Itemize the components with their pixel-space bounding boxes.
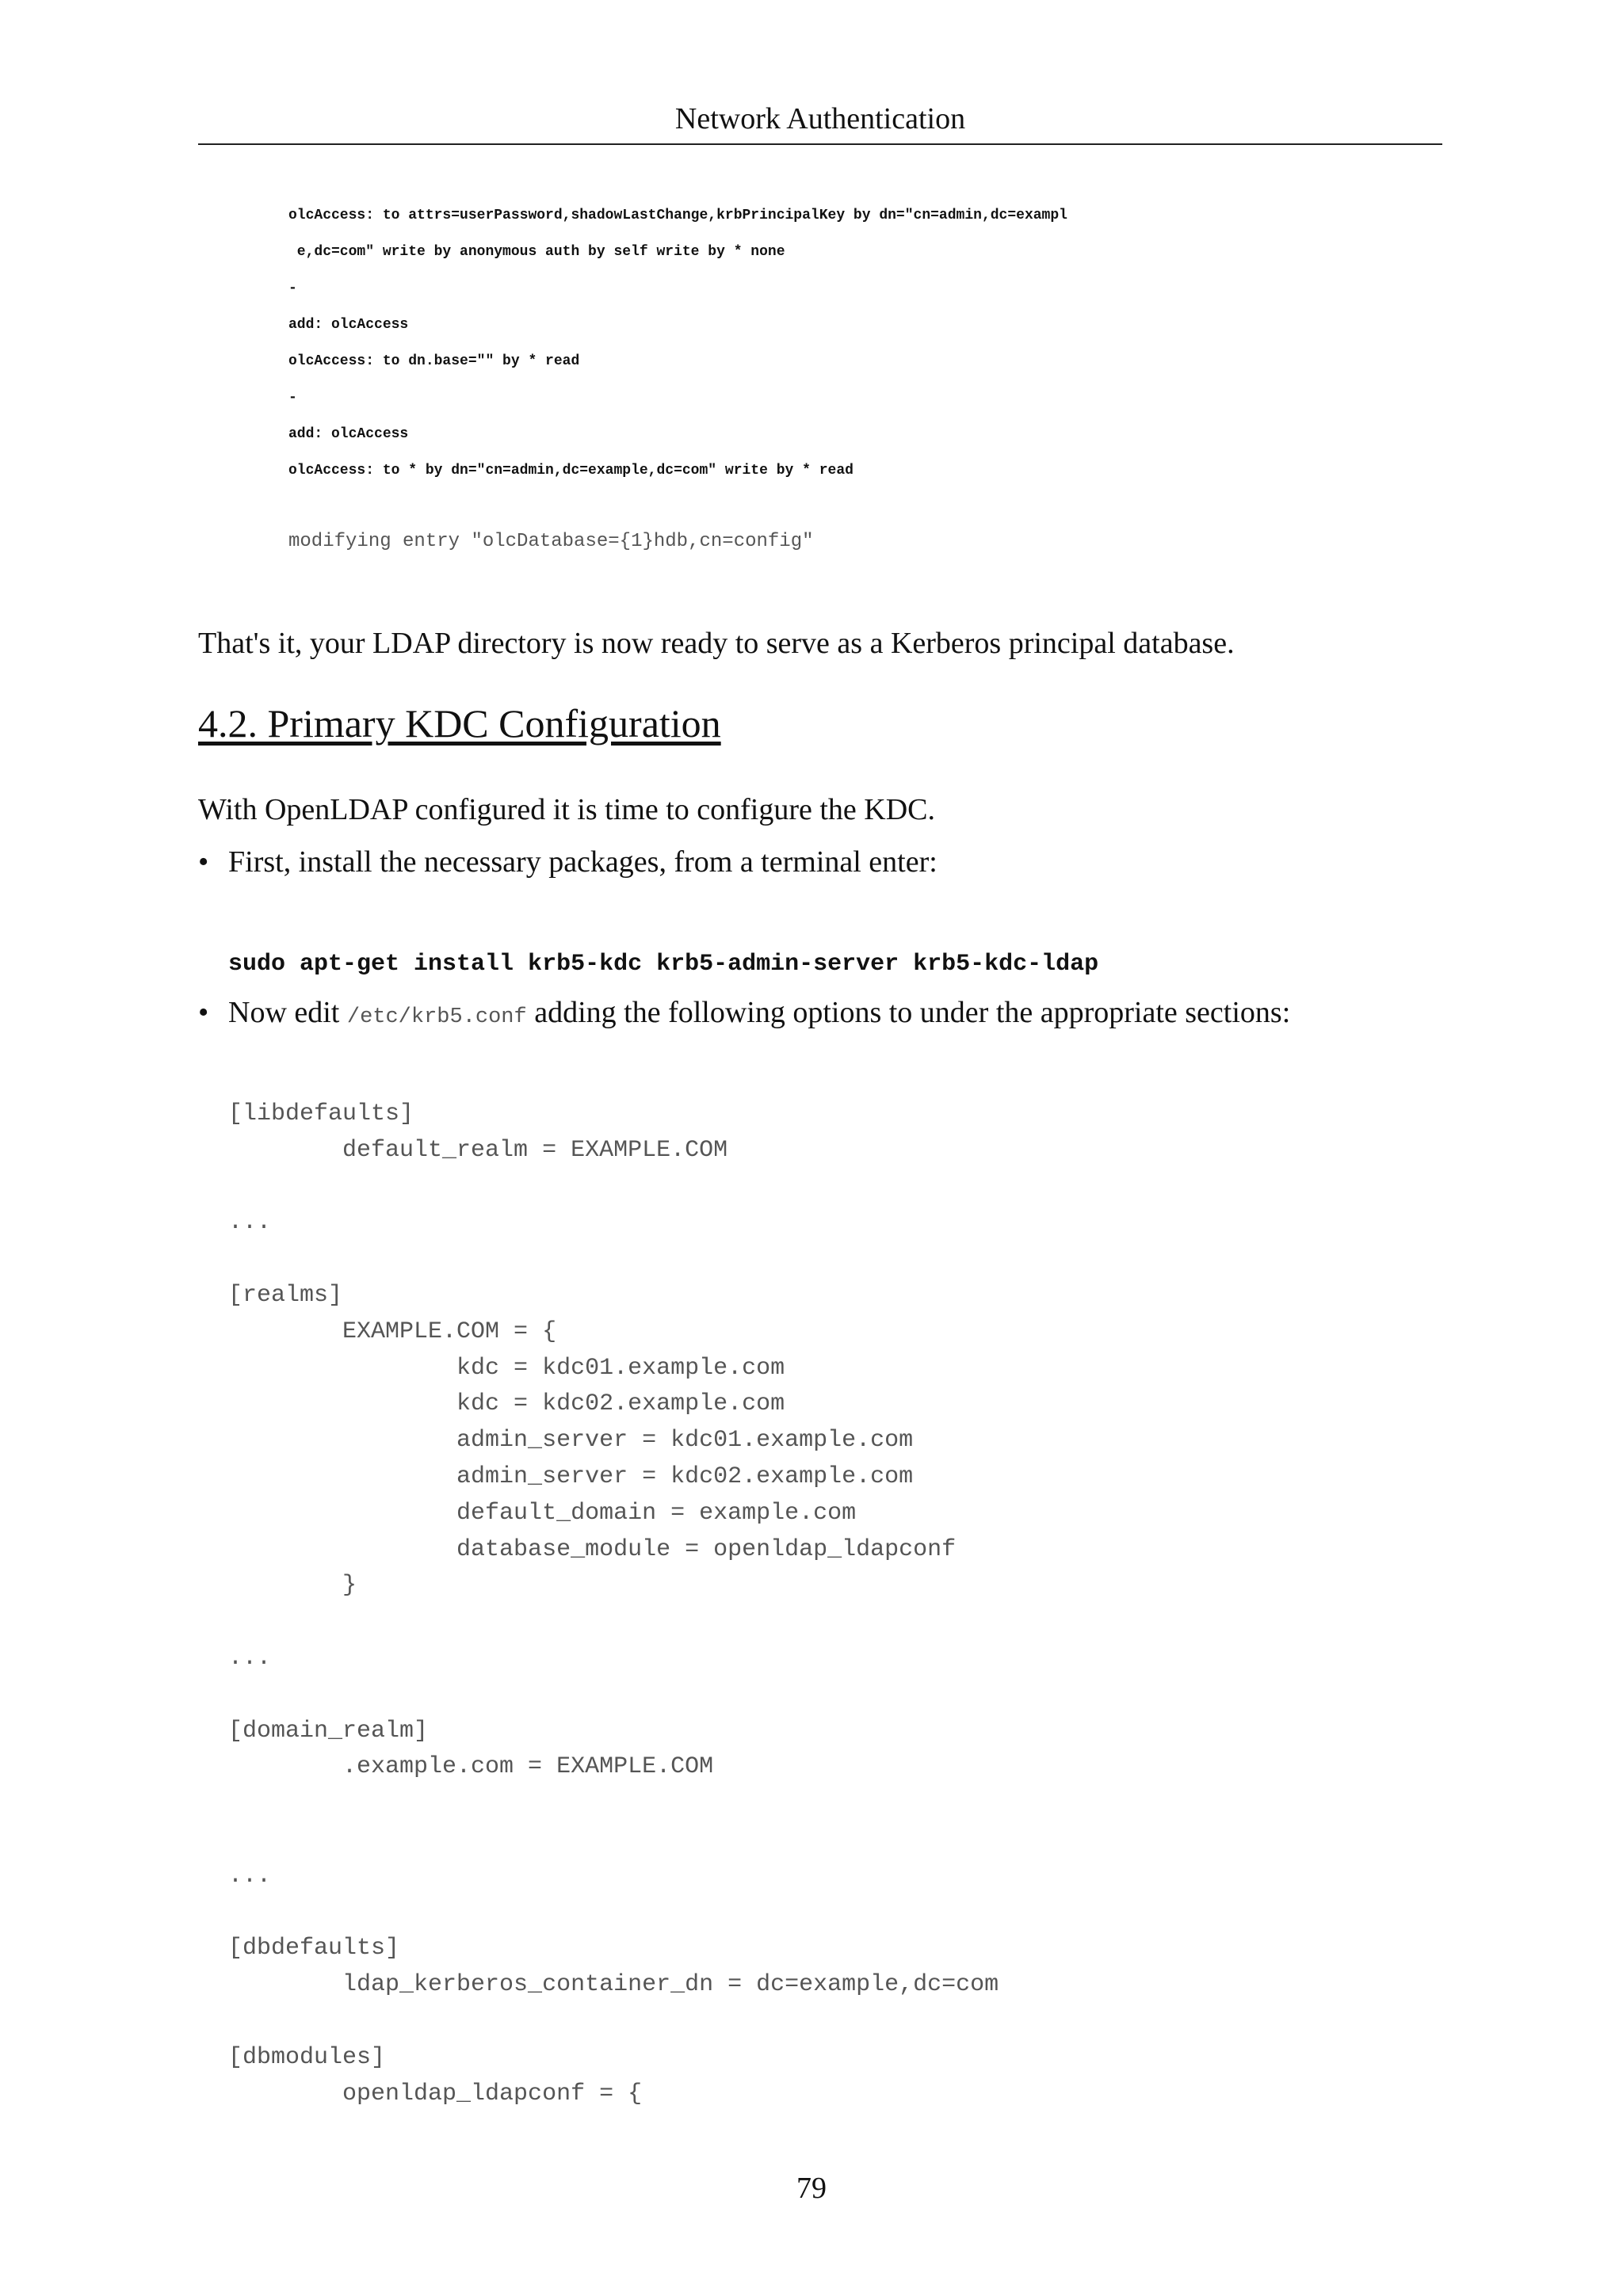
config-line bbox=[228, 1895, 999, 1932]
config-line bbox=[228, 1241, 999, 1278]
bullet-item-edit-config bbox=[198, 995, 1290, 1030]
config-line: openldap_ldapconf = { bbox=[228, 2080, 643, 2107]
config-line: [domain_realm] bbox=[228, 1717, 429, 1745]
code-line: - bbox=[288, 280, 297, 296]
paragraph-intro: With OpenLDAP configured it is time to configure the KDC. bbox=[198, 793, 935, 826]
config-line: ... bbox=[228, 1644, 272, 1672]
code-line: - bbox=[288, 390, 297, 406]
config-line: [dbmodules] bbox=[228, 2043, 386, 2071]
config-line: kdc = kdc02.example.com bbox=[228, 1390, 785, 1418]
config-line: } bbox=[228, 1572, 357, 1600]
code-line: e,dc=com" write by anonymous auth by self write by * none bbox=[288, 244, 785, 260]
inline-code-path: /etc/krb5.conf bbox=[346, 1005, 527, 1029]
bullet-text-before: Now edit bbox=[228, 996, 347, 1029]
krb5-config-code-block bbox=[228, 1097, 999, 2112]
config-line: default_realm = EXAMPLE.COM bbox=[228, 1136, 728, 1164]
config-line: [dbdefaults] bbox=[228, 1935, 400, 1962]
config-line: .example.com = EXAMPLE.COM bbox=[228, 1753, 714, 1781]
ldif-code-block bbox=[288, 204, 1067, 496]
config-line: [realms] bbox=[228, 1281, 343, 1309]
config-line bbox=[228, 1677, 999, 1714]
bullet-marker: • bbox=[198, 996, 209, 1029]
config-line: default_domain = example.com bbox=[228, 1499, 857, 1527]
bullet-item-install bbox=[198, 845, 938, 879]
code-line: olcAccess: to dn.base="" by * read bbox=[288, 353, 580, 369]
code-line: add: olcAccess bbox=[288, 317, 409, 333]
bullet-text-after: adding the following options to under the appropriate sections: bbox=[526, 996, 1291, 1029]
config-line: ... bbox=[228, 1862, 272, 1890]
config-line: kdc = kdc01.example.com bbox=[228, 1354, 785, 1382]
config-line bbox=[228, 1604, 999, 1641]
bullet-marker: • bbox=[198, 845, 209, 879]
paragraph-ldap-ready: That's it, your LDAP directory is now ready to serve as a Kerberos principal database. bbox=[198, 627, 1235, 660]
code-line: olcAccess: to attrs=userPassword,shadowLastChange,krbPrincipalKey by dn="cn=admin,dc=exampl bbox=[288, 208, 1067, 223]
config-line bbox=[228, 1169, 999, 1206]
config-line bbox=[228, 1786, 999, 1822]
header-divider bbox=[198, 143, 1442, 145]
config-line: database_module = openldap_ldapconf bbox=[228, 1535, 957, 1563]
config-line: [libdefaults] bbox=[228, 1100, 414, 1127]
config-line bbox=[228, 2004, 999, 2040]
command-output: modifying entry "olcDatabase={1}hdb,cn=config" bbox=[288, 531, 814, 552]
config-line: ... bbox=[228, 1209, 272, 1237]
config-line: EXAMPLE.COM = { bbox=[228, 1318, 557, 1345]
page-number: 79 bbox=[796, 2172, 827, 2205]
config-line bbox=[228, 1822, 999, 1859]
bullet-text: First, install the necessary packages, from a terminal enter: bbox=[228, 845, 938, 879]
code-line: add: olcAccess bbox=[288, 426, 409, 442]
config-line: admin_server = kdc01.example.com bbox=[228, 1427, 914, 1455]
install-command: sudo apt-get install krb5-kdc krb5-admin-server krb5-kdc-ldap bbox=[228, 951, 1099, 978]
running-header: Network Authentication bbox=[674, 102, 966, 135]
section-heading: 4.2. Primary KDC Configuration bbox=[198, 701, 721, 746]
code-line: olcAccess: to * by dn="cn=admin,dc=example,dc=com" write by * read bbox=[288, 463, 854, 479]
config-line: ldap_kerberos_container_dn = dc=example,dc=com bbox=[228, 1971, 999, 1999]
config-line: admin_server = kdc02.example.com bbox=[228, 1463, 914, 1490]
